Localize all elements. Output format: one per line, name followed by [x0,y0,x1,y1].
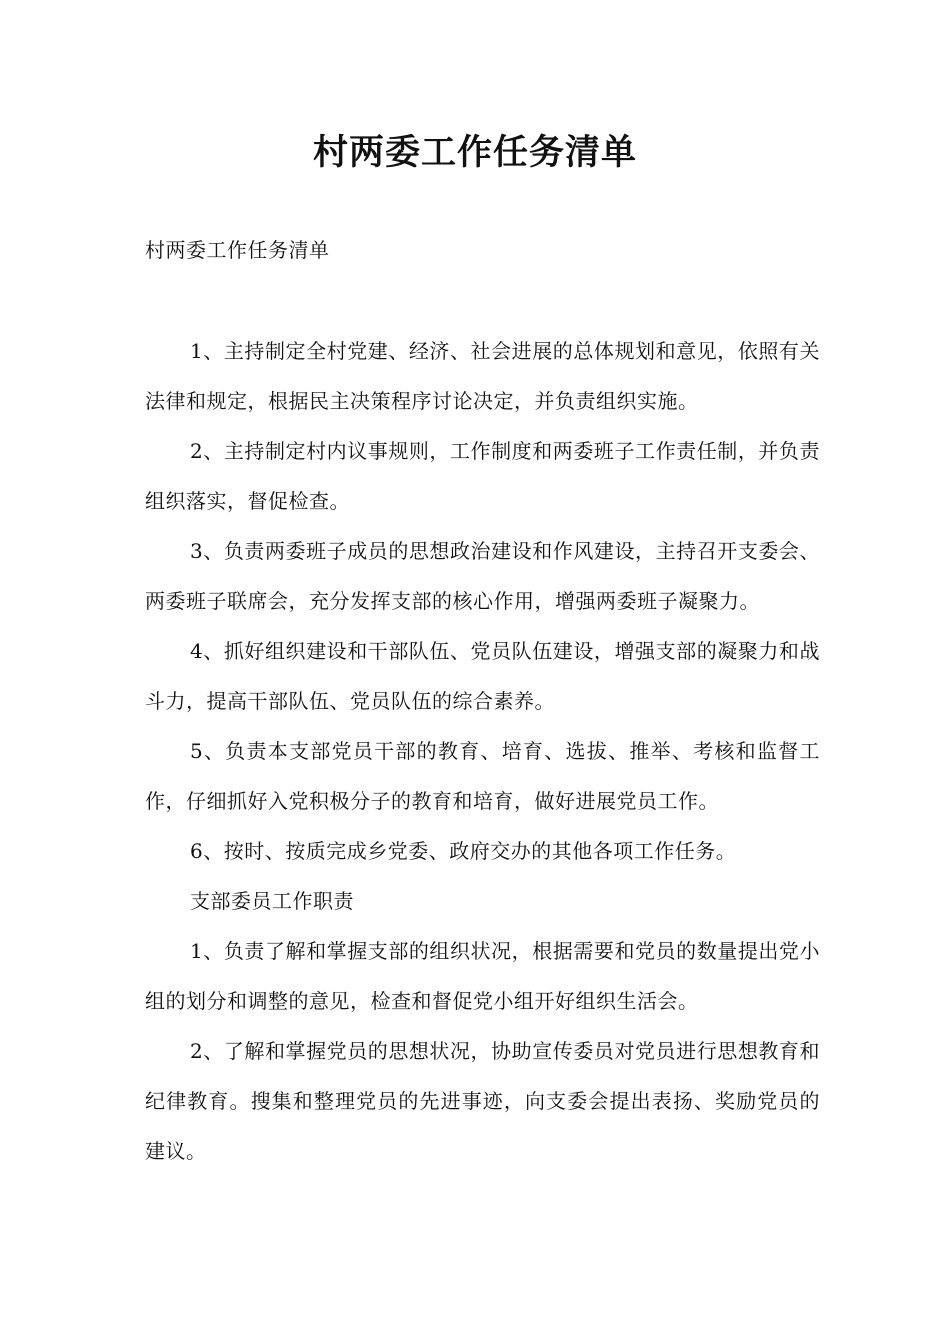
document-subtitle: 村两委工作任务清单 [145,238,330,262]
paragraph: 2、主持制定村内议事规则，工作制度和两委班子工作责任制，并负责组织落实，督促检查。 [145,439,820,513]
paragraph: 2、了解和掌握党员的思想状况，协助宣传委员对党员进行思想教育和纪律教育。搜集和整理党员的先进事迹，向支委会提出表扬、奖励党员的建议。 [145,1039,820,1163]
section-heading: 支部委员工作职责 [190,889,354,913]
paragraph: 1、主持制定全村党建、经济、社会进展的总体规划和意见，依照有关法律和规定，根据民主决策程序讨论决定，并负责组织实施。 [145,339,820,413]
paragraph: 6、按时、按质完成乡党委、政府交办的其他各项工作任务。 [190,839,737,863]
document-title: 村两委工作任务清单 [312,133,637,173]
document-body [145,326,820,1176]
paragraph: 5、负责本支部党员干部的教育、培育、选拔、推举、考核和监督工作，仔细抓好入党积极分子的教育和培育，做好进展党员工作。 [145,739,820,813]
paragraph: 4、抓好组织建设和干部队伍、党员队伍建设，增强支部的凝聚力和战斗力，提高干部队伍、党员队伍的综合素养。 [145,639,820,713]
paragraph: 1、负责了解和掌握支部的组织状况，根据需要和党员的数量提出党小组的划分和调整的意见，检查和督促党小组开好组织生活会。 [145,939,820,1013]
paragraph: 3、负责两委班子成员的思想政治建设和作风建设，主持召开支委会、两委班子联席会，充分发挥支部的核心作用，增强两委班子凝聚力。 [145,539,820,613]
